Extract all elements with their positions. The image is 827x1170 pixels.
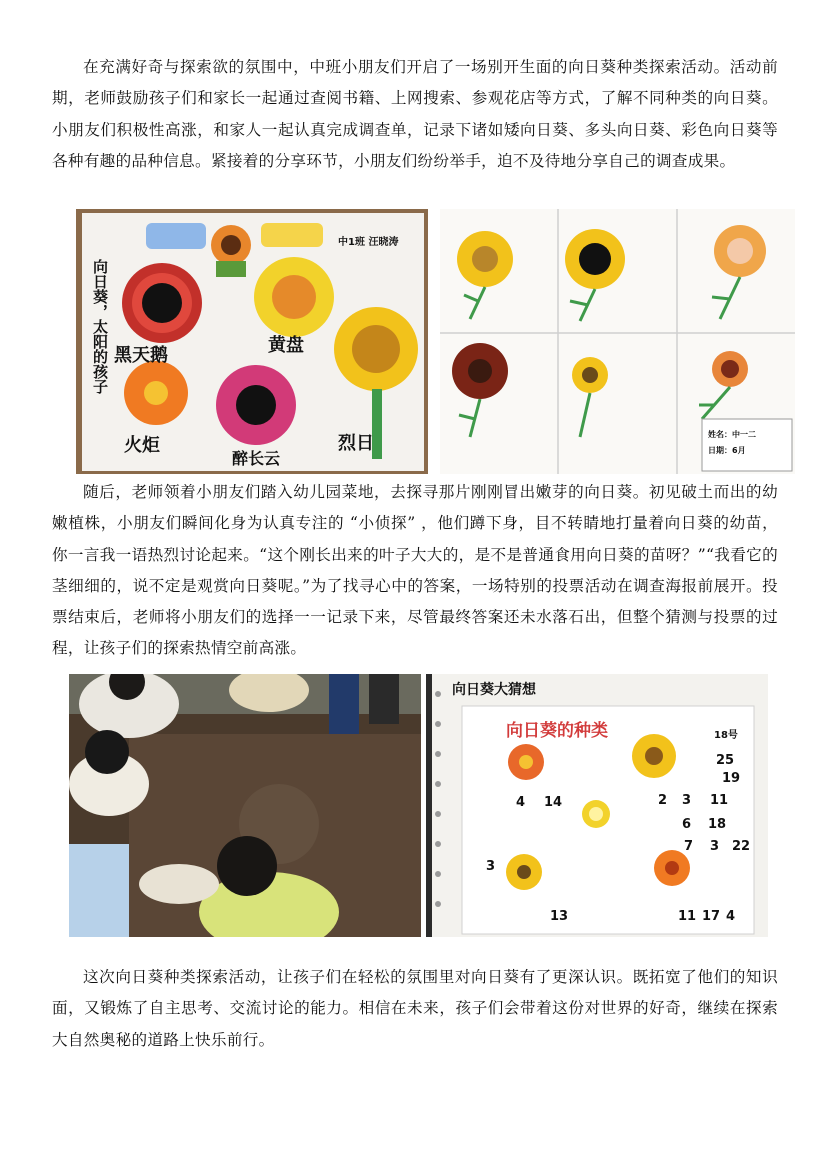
vote-number: 7 [684, 839, 694, 854]
garden-paragraph: 随后，老师领着小朋友们踏入幼儿园菜地，去探寻那片刚刚冒出嫩芽的向日葵。初见破土而出的幼嫩植株，小朋友们瞬间化身为认真专注的 “小侦探” ，他们蹲下身，目不转睛地打量着向日葵的幼苗，你一言我一语热烈讨论起来。“这个刚长出来的叶子大大的，是不是普通食用向日葵的苗呀？”“我看它的茎细细的，说不定是观赏向日葵呢。”为了找寻心中的答案，一场特别的投票活动在调查海报前展开。投票结束后，老师将小朋友们的选择一一记录下来，尽管最终答案还未水落石出，但整个猜测与投票的过程，让孩子们的探索热情空前高涨。 [52, 483, 778, 658]
vote-number: 3 [682, 793, 692, 808]
conclusion-paragraph: 这次向日葵种类探索活动，让孩子们在轻松的氛围里对向日葵有了更深认识。既拓宽了他们的知识面，又锻炼了自主思考、交流讨论的能力。相信在未来，孩子们会带着这份对世界的好奇，继续在探索大自然奥秘的道路上快乐前行。 [52, 968, 778, 1049]
vote-number: 18 [708, 817, 727, 832]
vote-number: 11 [678, 909, 697, 924]
poster-side-text: 向日葵，太阳的孩子 [91, 259, 109, 394]
vote-number: 4 [726, 909, 736, 924]
sheet-footer-line-2: 日期：6月 [708, 446, 746, 455]
photo-sunflower-six-panel-sheet [440, 209, 795, 474]
vote-number: 2 [658, 793, 668, 808]
vote-number: 14 [544, 795, 563, 810]
label-lie-ri: 烈日 [338, 433, 374, 454]
vote-number: 17 [702, 909, 721, 924]
label-huang-pan: 黄盘 [268, 335, 304, 356]
vote-number: 19 [722, 771, 741, 786]
label-zui-chang-yun: 醉长云 [232, 449, 281, 468]
photo-children-in-garden [69, 674, 421, 937]
vote-number: 4 [516, 795, 526, 810]
vote-number: 6 [682, 817, 692, 832]
sheet-footer-line-1: 姓名：中一二 [708, 430, 756, 439]
vote-number: 22 [732, 839, 751, 854]
poster-title: 向日葵的种类 [506, 721, 608, 741]
vote-number: 13 [550, 909, 569, 924]
vote-number: 25 [716, 753, 735, 768]
vote-number: 11 [710, 793, 729, 808]
photo-sunflower-drawing-poster [76, 209, 428, 474]
poster-header: 向日葵大猜想 [452, 682, 536, 698]
label-huo-ju: 火炬 [124, 435, 160, 456]
poster-class-no: 18号 [714, 730, 738, 741]
poster-corner-text: 中1班 汪晓涛 [338, 237, 399, 248]
vote-number: 3 [486, 859, 496, 874]
intro-paragraph: 在充满好奇与探索欲的氛围中，中班小朋友们开启了一场别开生面的向日葵种类探索活动。活动前期，老师鼓励孩子们和家长一起通过查阅书籍、上网搜索、参观花店等方式，了解不同种类的向日葵。小朋友们积极性高涨，和家人一起认真完成调查单，记录下诸如矮向日葵、多头向日葵、彩色向日葵等各种有趣的品种信息。紧接着的分享环节，小朋友们纷纷举手，迫不及待地分享自己的调查成果。 [52, 58, 778, 170]
photo-voting-poster [426, 674, 768, 937]
vote-number: 3 [710, 839, 720, 854]
label-hei-tian-e: 黑天鹅 [114, 345, 168, 366]
